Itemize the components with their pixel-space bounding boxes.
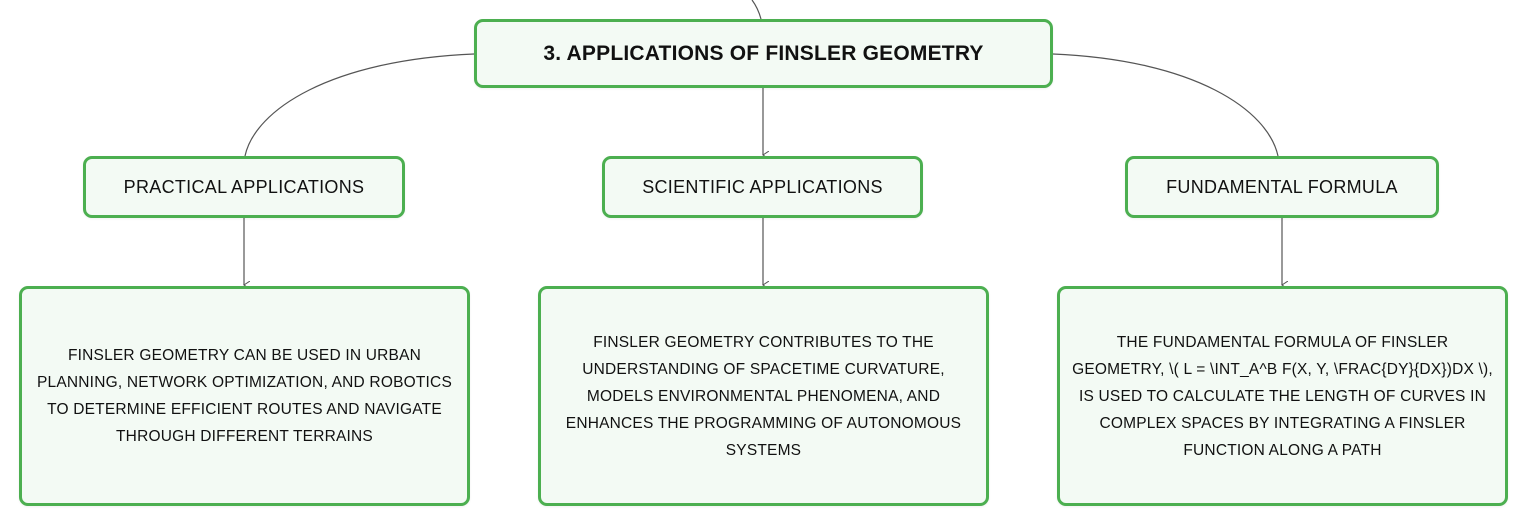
detail-node-text: THE FUNDAMENTAL FORMULA OF FINSLER GEOMETRY, \( L = \INT_A^B F(X, Y, \FRAC{DY}{DX})DX \), IS USED TO CALCULATE THE LENGTH OF CURVES IN COMPLEX SPACES BY INTEGRATING A FINSLER FUNCTION ALONG A PATH — [1072, 333, 1493, 459]
incoming-connector — [752, 0, 761, 19]
branch-node-label: FUNDAMENTAL FORMULA — [1166, 176, 1398, 197]
detail-node-scientific[interactable] — [538, 286, 989, 506]
connector-root-to-formula — [1053, 54, 1278, 156]
branch-node-label: PRACTICAL APPLICATIONS — [123, 176, 365, 197]
connector-root-to-practical — [245, 54, 474, 156]
detail-node-text: FINSLER GEOMETRY CONTRIBUTES TO THE UNDERSTANDING OF SPACETIME CURVATURE, MODELS ENVIRONMENTAL PHENOMENA, AND ENHANCES THE PROGRAMMING OF AUTONOMOUS SYSTEMS — [565, 333, 962, 459]
detail-node-practical[interactable] — [19, 286, 470, 506]
detail-node-formula[interactable] — [1057, 286, 1508, 506]
branch-node-fundamental-formula[interactable] — [1125, 156, 1439, 218]
branch-node-practical-applications[interactable] — [83, 156, 405, 218]
branch-node-scientific-applications[interactable] — [602, 156, 923, 218]
root-node-label: 3. APPLICATIONS OF FINSLER GEOMETRY — [543, 41, 984, 65]
detail-node-text: FINSLER GEOMETRY CAN BE USED IN URBAN PLANNING, NETWORK OPTIMIZATION, AND ROBOTICS TO DETERMINE EFFICIENT ROUTES AND NAVIGATE THROUGH DIFFERENT TERRAINS — [37, 347, 452, 445]
root-node[interactable] — [474, 19, 1053, 88]
branch-node-label: SCIENTIFIC APPLICATIONS — [642, 176, 883, 197]
